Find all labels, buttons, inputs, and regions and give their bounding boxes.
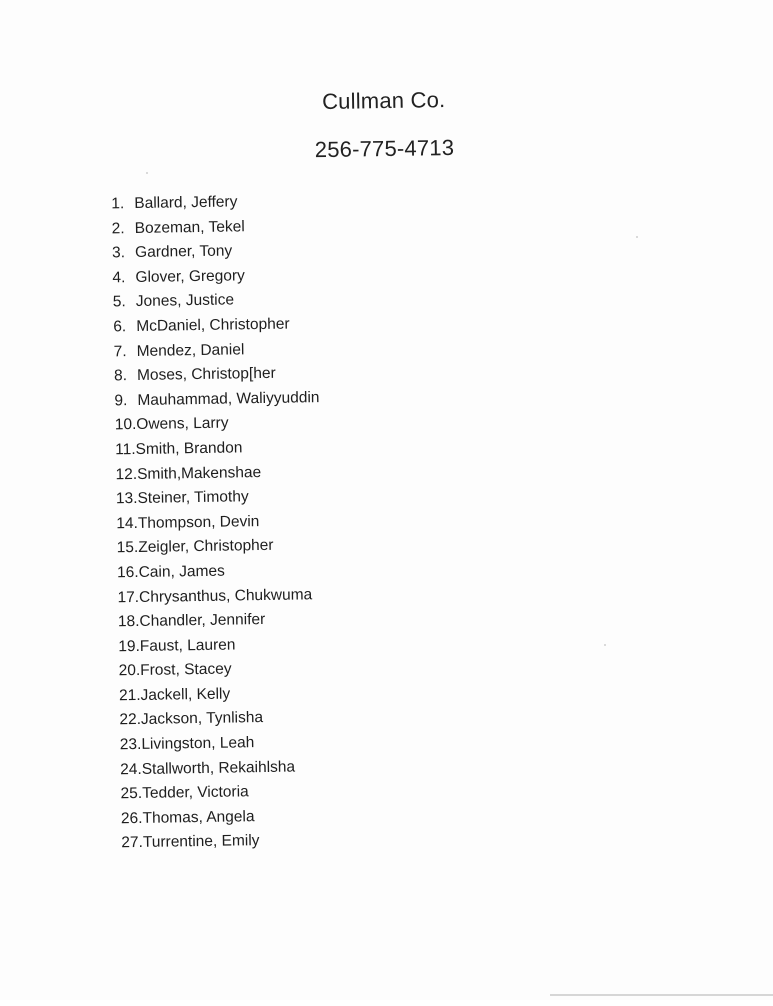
item-name: Tedder, Victoria xyxy=(142,783,249,803)
list-item xyxy=(111,189,316,217)
item-number: 12. xyxy=(115,465,138,483)
list-item xyxy=(120,755,325,783)
item-name: Jackell, Kelly xyxy=(140,685,231,704)
item-name: Owens, Larry xyxy=(136,414,229,434)
list-item xyxy=(120,779,325,807)
scan-edge-line xyxy=(550,994,773,996)
list-item xyxy=(114,386,319,414)
item-number: 2. xyxy=(111,219,125,237)
list-item xyxy=(112,214,317,242)
item-name: Glover, Gregory xyxy=(135,267,245,286)
list-item xyxy=(116,484,321,512)
item-number: 13. xyxy=(115,490,138,508)
item-number: 14. xyxy=(116,514,139,533)
list-item xyxy=(117,558,322,586)
item-number: 22. xyxy=(119,711,142,729)
scan-speck xyxy=(604,644,606,646)
item-number: 21. xyxy=(118,686,141,705)
list-item xyxy=(116,509,321,537)
item-name: Livingston, Leah xyxy=(141,734,255,753)
list-item xyxy=(118,607,323,635)
item-name: Ballard, Jeffery xyxy=(134,193,238,212)
list-item xyxy=(113,337,318,365)
item-number: 10. xyxy=(114,416,137,434)
item-name: Jackson, Tynlisha xyxy=(140,709,264,729)
item-name: Gardner, Tony xyxy=(134,242,233,262)
item-number: 15. xyxy=(116,539,139,557)
item-number: 1. xyxy=(111,195,125,213)
list-item xyxy=(118,632,323,660)
item-number: 5. xyxy=(112,293,126,311)
item-name: Bozeman, Tekel xyxy=(134,217,245,237)
item-number: 24. xyxy=(120,760,142,778)
item-name: Steiner, Timothy xyxy=(137,488,249,508)
list-item xyxy=(120,730,325,758)
list-item xyxy=(112,238,317,266)
item-name: McDaniel, Christopher xyxy=(136,315,290,335)
item-name: Cain, James xyxy=(138,562,225,581)
item-number: 25. xyxy=(120,785,143,803)
item-name: Chandler, Jennifer xyxy=(139,611,266,631)
phone-number: 256-775-4713 xyxy=(314,134,455,163)
item-number: 19. xyxy=(118,637,140,655)
item-name: Mauhammad, Waliyyuddin xyxy=(137,388,320,409)
item-name: Mendez, Daniel xyxy=(136,340,245,360)
item-name: Jones, Justice xyxy=(135,291,235,311)
list-item xyxy=(121,828,326,856)
scan-speck xyxy=(636,236,638,238)
item-number: 20. xyxy=(118,662,141,680)
list-item xyxy=(115,410,320,438)
list-item xyxy=(113,312,318,340)
item-name: Stallworth, Rekaihlsha xyxy=(141,758,296,778)
item-name: Chrysanthus, Chukwuma xyxy=(138,585,313,606)
list-item xyxy=(117,533,322,561)
list-item xyxy=(112,263,317,291)
list-item xyxy=(119,706,324,734)
item-number: 9. xyxy=(114,391,128,410)
item-number: 23. xyxy=(119,735,142,754)
item-name: Smith,Makenshae xyxy=(136,463,262,483)
list-item xyxy=(115,460,320,488)
item-number: 6. xyxy=(113,318,127,336)
list-item xyxy=(114,361,319,389)
item-name: Frost, Stacey xyxy=(140,660,232,680)
item-name: Smith, Brandon xyxy=(135,439,243,458)
item-name: Faust, Lauren xyxy=(139,636,236,655)
item-number: 8. xyxy=(113,367,128,385)
scan-speck xyxy=(146,172,148,174)
item-number: 17. xyxy=(117,588,140,606)
list-item xyxy=(119,681,324,709)
item-name: Moses, Christop[her xyxy=(136,364,276,385)
name-list xyxy=(111,189,326,856)
item-name: Zeigler, Christopher xyxy=(138,537,274,557)
item-name: Turrentine, Emily xyxy=(142,832,260,852)
item-name: Thompson, Devin xyxy=(137,512,260,532)
item-number: 3. xyxy=(111,244,126,262)
county-title: Cullman Co. xyxy=(321,87,446,115)
item-number: 18. xyxy=(117,613,140,631)
item-number: 4. xyxy=(112,268,126,287)
item-number: 7. xyxy=(113,342,127,360)
list-item xyxy=(113,287,318,315)
item-number: 16. xyxy=(116,563,139,582)
list-item xyxy=(118,656,323,684)
list-item xyxy=(117,583,322,611)
item-number: 27. xyxy=(121,834,144,852)
item-number: 26. xyxy=(120,809,143,828)
item-number: 11. xyxy=(115,440,136,459)
list-item xyxy=(121,804,326,832)
item-name: Thomas, Angela xyxy=(142,808,255,827)
list-item xyxy=(115,435,320,463)
